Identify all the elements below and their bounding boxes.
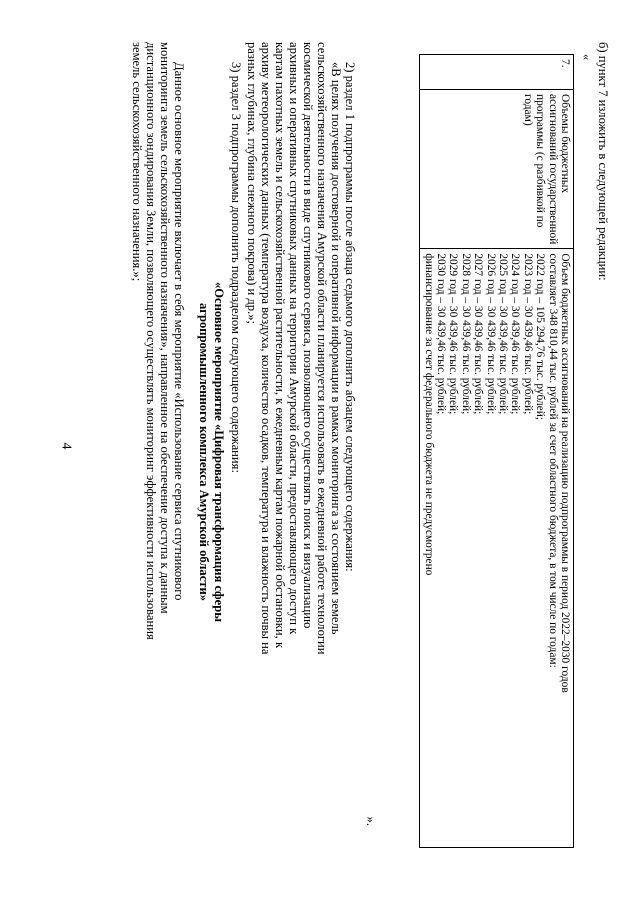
- value-line: 2025 год – 30 439,46 тыс. рублей;: [496, 253, 509, 415]
- page-number: 4: [58, 442, 74, 450]
- name-line: программы (с разбивкой по: [534, 94, 547, 228]
- value-line: 2026 год – 30 439,46 тыс. рублей;: [484, 253, 497, 415]
- para2-line: разных глубинах, глубина снежного покрова) и др.»;: [245, 42, 259, 325]
- para4-line: Данное основное мероприятие включает в себя мероприятие «Использование сервиса спутникового: [172, 62, 186, 601]
- program-table: [419, 54, 574, 848]
- row-name: [420, 90, 574, 249]
- para2-line: «В целях получения достоверной и оперативной информации в рамках мониторинга за состоянием земель: [329, 62, 343, 635]
- name-line: Объемы бюджетных: [559, 94, 571, 194]
- para4-line: дистанционного зондирования Земли, позволяющего осуществлять мониторинг эффективности использования: [144, 42, 158, 640]
- section-heading: «Основное мероприятие «Цифровая трансформация сферы: [212, 281, 226, 623]
- row-number: 7.: [420, 55, 574, 90]
- para4-line: мониторинга земель сельскохозяйственного назначения», направленное на обеспечение доступа к данным: [158, 42, 172, 614]
- row-value: [420, 249, 574, 848]
- value-line: Объем бюджетных ассигнований на реализацию подпрограммы в период 2022–2030 годов: [559, 253, 571, 693]
- value-line: финансирование за счет федерального бюджета не предусмотрено: [422, 253, 435, 576]
- table-row: [420, 55, 574, 848]
- para4-line: земель сельскохозяйственного назначения.»;: [130, 42, 144, 282]
- value-line: 2030 год – 30 439,46 тыс. рублей;: [434, 253, 447, 415]
- name-line: ассигнований государственной: [546, 94, 559, 245]
- quote-open: «: [580, 54, 594, 60]
- item-b-line: б) пункт 7 изложить в следующей редакции:: [596, 42, 610, 281]
- para3-line: 3) раздел 3 подпрограммы дополнить подразделом следующего содержания:: [229, 62, 243, 473]
- value-line: 2028 год – 30 439,46 тыс. рублей;: [459, 253, 472, 415]
- value-line: 2027 год – 30 439,46 тыс. рублей;: [472, 253, 485, 415]
- para2-line: картам пахотных земель и сельскохозяйственной растительности, к ежедневным картам пожарной обстановки, к: [273, 42, 287, 649]
- para2-line: архивных и оперативных спутниковых данных на территории Амурской области, предоставляющего доступ к: [287, 42, 301, 635]
- para2-line: архиву метеорологических данных (температура воздуха, количество осадков, температура и влажность почвы на: [259, 42, 273, 655]
- value-line: 2024 год – 30 439,46 тыс. рублей;: [509, 253, 522, 415]
- value-line: 2023 год – 30 439,46 тыс. рублей;: [521, 253, 534, 415]
- para2-line: космической деятельности в виде спутникового сервиса, позволяющего осуществлять поиск и визуализацию: [301, 42, 315, 629]
- document-sheet: [40, 42, 610, 862]
- value-line: 2022 год – 105 294,76 тыс. рублей;: [534, 253, 547, 420]
- section-heading: агропромышленного комплекса Амурской области»: [197, 302, 211, 602]
- value-line: составляет 348 810,44 тыс. рублей за счет областного бюджета, в том числе по годам:: [546, 253, 559, 668]
- para2-line: 2) раздел 1 подпрограммы после абзаца седьмого дополнить абзацем следующего содержания:: [343, 62, 357, 572]
- quote-close: ».: [364, 816, 378, 826]
- name-line: годам): [521, 94, 534, 126]
- value-line: 2029 год – 30 439,46 тыс. рублей;: [447, 253, 460, 415]
- para2-line: сельскохозяйственного назначения Амурской области планируется использовать в ежедневной работе технологии: [315, 42, 329, 655]
